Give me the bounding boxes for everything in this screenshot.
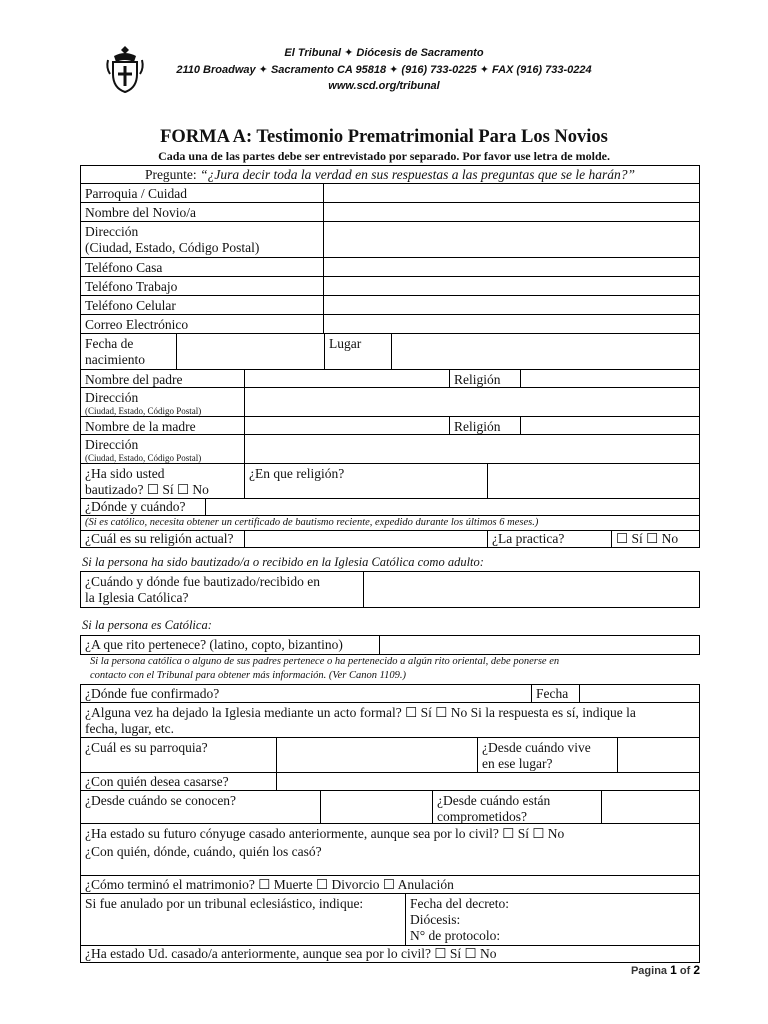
row-parroquia xyxy=(81,184,699,203)
row-conocen xyxy=(81,791,699,824)
oath-question-row xyxy=(81,166,699,184)
row-futuro-casado xyxy=(81,824,699,876)
row-fecha-nacimiento xyxy=(81,334,699,370)
adult-baptism-heading: Si la persona ha sido bautizado/a o recibido en la Iglesia Católica como adulto: xyxy=(82,555,484,569)
field-con-quien[interactable] xyxy=(276,773,699,790)
field-religion-madre[interactable] xyxy=(520,417,699,434)
label-futuro-1[interactable]: ¿Ha estado su futuro cónyuge casado anteriormente, aunque sea por lo civil? ☐ Sí ☐ No xyxy=(85,826,565,841)
label-dir-padre: Dirección xyxy=(85,390,139,405)
label-cual-parroquia: ¿Cuál es su parroquia? xyxy=(85,740,208,755)
row-tel-trabajo xyxy=(81,277,699,296)
label-con-quien: ¿Con quién desea casarse? xyxy=(85,774,229,789)
form-subtitle: Cada una de las partes debe ser entrevistado por separado. Por favor use letra de molde. xyxy=(158,149,610,163)
row-dir-madre xyxy=(81,435,699,464)
label-parroquia: Parroquia / Cuidad xyxy=(85,186,187,201)
personal-info-table xyxy=(80,165,700,548)
field-dir-padre[interactable] xyxy=(244,388,699,416)
label-bautizado-1: ¿Ha sido usted xyxy=(85,466,165,481)
row-bautizado xyxy=(81,464,699,499)
label-tel-trabajo: Teléfono Trabajo xyxy=(85,279,178,294)
label-desde-vive-1: ¿Desde cuándo vive xyxy=(482,740,591,755)
row-direccion xyxy=(81,222,699,258)
label-termino[interactable]: ¿Cómo terminó el matrimonio? ☐ Muerte ☐ Divorcio ☐ Anulación xyxy=(85,877,454,892)
row-dejado-iglesia xyxy=(81,703,699,738)
checkbox-practica[interactable]: ☐ Sí ☐ No xyxy=(611,531,699,547)
row-anulado xyxy=(81,894,699,946)
field-religion-padre[interactable] xyxy=(520,370,699,387)
row-con-quien xyxy=(81,773,699,791)
field-lugar[interactable] xyxy=(391,334,699,369)
footer-of: of xyxy=(679,965,691,977)
field-fecha-confirmado[interactable] xyxy=(579,685,699,702)
label-correo: Correo Electrónico xyxy=(85,317,189,332)
label-dir-padre-sub: (Ciudad, Estado, Código Postal) xyxy=(85,406,202,416)
header-line-1: El Tribunal ✦ Diócesis de Sacramento xyxy=(284,47,484,59)
label-donde-cuando: ¿Dónde y cuándo? xyxy=(85,499,186,514)
field-cual-parroquia[interactable] xyxy=(276,738,477,772)
label-diocesis: Diócesis: xyxy=(410,912,461,927)
label-en-que-religion: ¿En que religión? xyxy=(244,464,487,498)
field-fecha-nacimiento[interactable] xyxy=(176,334,324,369)
header-website: www.scd.org/tribunal xyxy=(328,80,440,92)
catolico-note: (Si es católico, necesita obtener un certificado de bautismo reciente, expedido durante los últimos 6 meses.) xyxy=(85,517,539,528)
field-rito[interactable] xyxy=(379,636,699,654)
row-donde-cuando xyxy=(81,499,699,516)
row-parroquia-catolica xyxy=(81,738,699,773)
row-rito xyxy=(81,636,699,654)
row-correo xyxy=(81,315,699,334)
field-parroquia[interactable] xyxy=(323,184,699,202)
label-bautizado-adulto-1: ¿Cuándo y dónde fue bautizado/recibido en xyxy=(85,574,321,589)
label-confirmado: ¿Dónde fue confirmado? xyxy=(85,686,220,701)
oath-question: “¿Jura decir toda la verdad en sus respuestas a las preguntas que se le harán?” xyxy=(200,167,636,182)
row-bautizado-adulto xyxy=(81,572,699,608)
label-religion-actual: ¿Cuál es su religión actual? xyxy=(85,531,234,546)
row-tel-casa xyxy=(81,258,699,277)
label-tel-casa: Teléfono Casa xyxy=(85,260,163,275)
field-en-que-religion[interactable] xyxy=(487,464,699,498)
row-dir-padre xyxy=(81,388,699,417)
row-catolico-note xyxy=(81,516,699,531)
label-dejado-2: fecha, lugar, etc. xyxy=(85,721,175,736)
row-padre xyxy=(81,370,699,388)
field-religion-actual[interactable] xyxy=(244,531,487,547)
rito-table xyxy=(80,635,700,655)
field-desde-vive[interactable] xyxy=(617,738,699,772)
field-comprometidos[interactable] xyxy=(601,791,699,823)
header-line-2: 2110 Broadway ✦ Sacramento CA 95818 ✦ (916) 733-0225 ✦ FAX (916) 733-0224 xyxy=(176,64,592,76)
label-rito: ¿A que rito pertenece? (latino, copto, bizantino) xyxy=(85,637,343,652)
oath-label: Pregunte: xyxy=(144,167,201,182)
footer-total: 2 xyxy=(693,963,700,977)
label-lugar: Lugar xyxy=(324,334,391,369)
label-padre: Nombre del padre xyxy=(85,372,183,387)
label-dir-madre: Dirección xyxy=(85,437,139,452)
label-madre: Nombre de la madre xyxy=(85,419,196,434)
rito-note-2: contacto con el Tribunal para obtener más información. (Ver Canon 1109.) xyxy=(90,670,406,681)
label-comprometidos-1: ¿Desde cuándo están xyxy=(437,793,551,808)
label-dejado-1[interactable]: ¿Alguna vez ha dejado la Iglesia mediante un acto formal? ☐ Sí ☐ No Si la respuesta es sí, indique la xyxy=(85,705,636,720)
label-direccion: Dirección xyxy=(85,224,139,239)
field-tel-trabajo[interactable] xyxy=(323,277,699,295)
label-nombre: Nombre del Novio/a xyxy=(85,205,196,220)
field-bautizado-adulto[interactable] xyxy=(363,572,699,607)
label-bautizado-2[interactable]: bautizado? ☐ Sí ☐ No xyxy=(85,482,209,497)
label-religion-padre: Religión xyxy=(449,370,520,387)
label-conocen: ¿Desde cuándo se conocen? xyxy=(85,793,237,808)
label-comprometidos-2: comprometidos? xyxy=(437,809,527,823)
field-dir-madre[interactable] xyxy=(244,435,699,463)
label-fecha-nac-2: nacimiento xyxy=(85,352,145,367)
row-confirmado xyxy=(81,685,699,703)
label-desde-vive-2: en ese lugar? xyxy=(482,756,553,771)
label-anulado: Si fue anulado por un tribunal eclesiástico, indique: xyxy=(85,896,364,911)
field-nombre[interactable] xyxy=(323,203,699,221)
field-tel-casa[interactable] xyxy=(323,258,699,276)
field-direccion[interactable] xyxy=(323,222,699,257)
label-fecha-nac-1: Fecha de xyxy=(85,336,134,351)
row-madre xyxy=(81,417,699,435)
row-termino xyxy=(81,876,699,894)
label-la-practica: ¿La practica? xyxy=(487,531,611,547)
adult-baptism-table xyxy=(80,571,700,608)
label-direccion-sub: (Ciudad, Estado, Código Postal) xyxy=(85,240,260,255)
label-protocolo: N° de protocolo: xyxy=(410,928,501,943)
footer-page: 1 xyxy=(670,963,677,977)
field-madre[interactable] xyxy=(244,417,449,434)
label-futuro-2: ¿Con quién, dónde, cuándo, quién los casó? xyxy=(85,844,322,859)
label-ud-casado[interactable]: ¿Ha estado Ud. casado/a anteriormente, aunque sea por lo civil? ☐ Sí ☐ No xyxy=(85,946,497,961)
field-tel-celular[interactable] xyxy=(323,296,699,314)
row-nombre xyxy=(81,203,699,222)
form-title: FORMA A: Testimonio Prematrimonial Para Los Novios xyxy=(160,127,608,147)
label-fecha-confirmado: Fecha xyxy=(531,685,579,702)
footer-pagina: Pagina xyxy=(630,965,668,977)
row-religion-actual xyxy=(81,531,699,548)
page-number xyxy=(631,963,700,977)
catholic-heading: Si la persona es Católica: xyxy=(82,618,212,632)
label-dir-madre-sub: (Ciudad, Estado, Código Postal) xyxy=(85,453,202,463)
field-correo[interactable] xyxy=(323,315,699,333)
row-tel-celular xyxy=(81,296,699,315)
label-tel-celular: Teléfono Celular xyxy=(85,298,176,313)
field-padre[interactable] xyxy=(244,370,449,387)
field-donde-cuando[interactable] xyxy=(205,499,699,515)
row-ud-casado xyxy=(81,946,699,963)
field-conocen[interactable] xyxy=(320,791,432,823)
label-religion-madre: Religión xyxy=(449,417,520,434)
catholic-table xyxy=(80,684,700,963)
label-bautizado-adulto-2: la Iglesia Católica? xyxy=(85,590,189,605)
label-decreto: Fecha del decreto: xyxy=(410,896,509,911)
rito-note-1: Si la persona católica o alguno de sus padres pertenece o ha pertenecido a algún rito oriental, debe ponerse en xyxy=(90,656,560,667)
